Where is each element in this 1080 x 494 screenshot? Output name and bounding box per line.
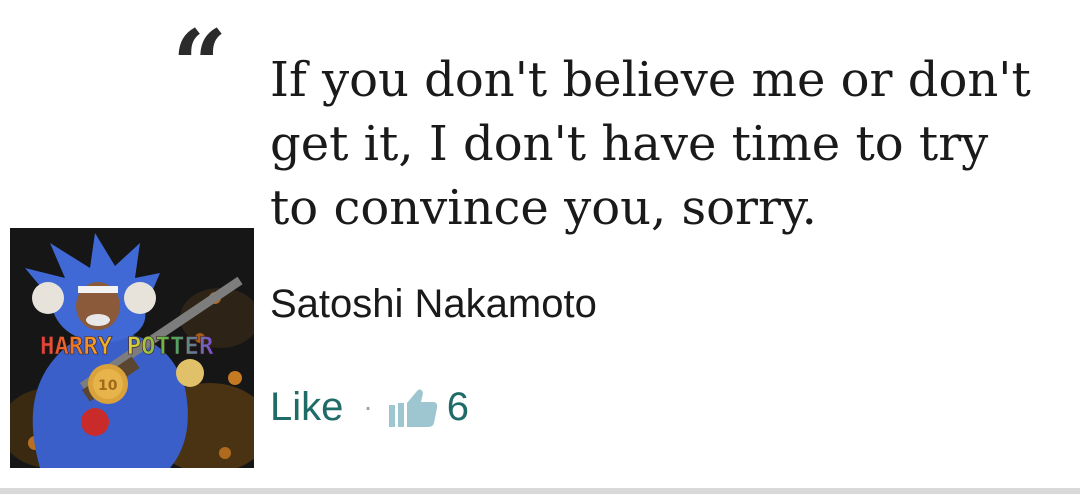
avatar-image bbox=[10, 228, 254, 468]
avatar-caption: HARRY POTTER bbox=[40, 332, 214, 360]
author-name[interactable]: Satoshi Nakamoto bbox=[270, 282, 597, 326]
avatar-coin-number: 10 bbox=[98, 378, 118, 394]
bottom-divider bbox=[0, 488, 1080, 494]
quote-mark-icon: “ bbox=[172, 9, 228, 122]
thumbs-up-icon[interactable] bbox=[389, 387, 439, 427]
author-avatar[interactable] bbox=[10, 228, 254, 468]
quote-text: If you don't believe me or don't get it, I don't have time to try to convince you, sorry. bbox=[270, 52, 1031, 236]
separator-dot: · bbox=[363, 391, 373, 422]
action-row bbox=[270, 380, 469, 434]
like-button[interactable]: Like bbox=[270, 384, 344, 429]
like-count: 6 bbox=[446, 384, 469, 429]
